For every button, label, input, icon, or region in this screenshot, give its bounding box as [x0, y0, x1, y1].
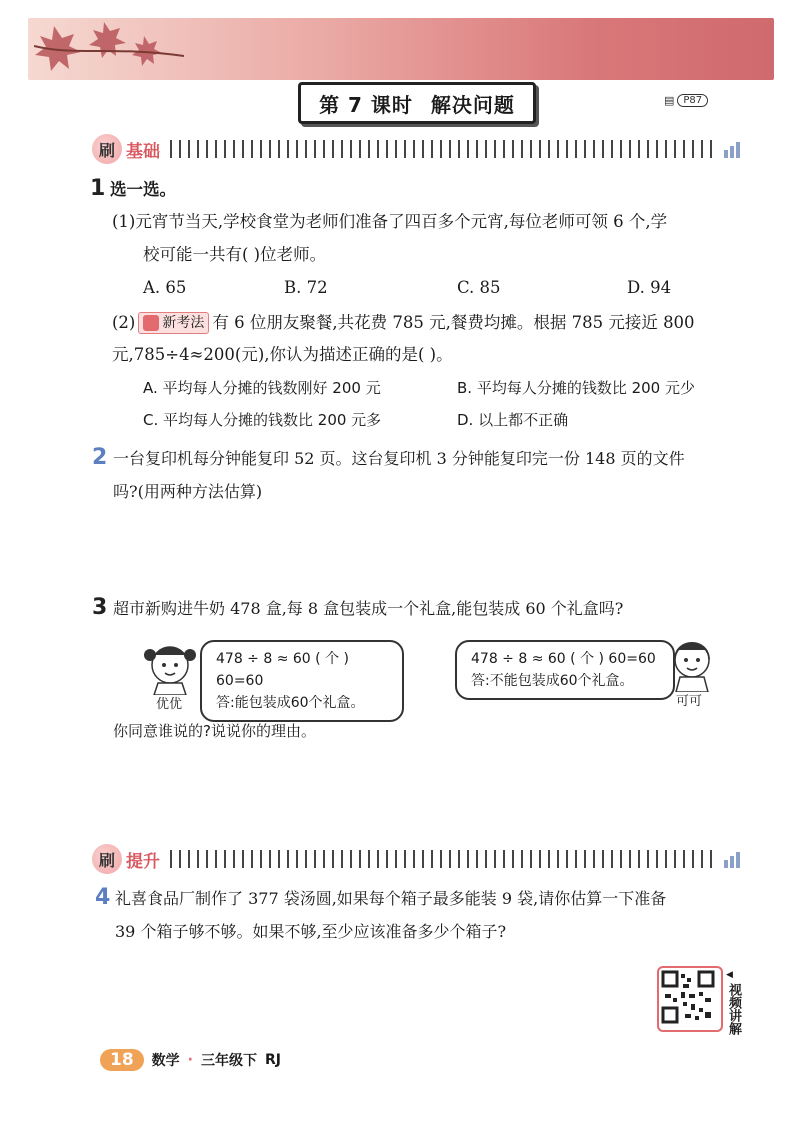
book-icon: ▤	[664, 93, 675, 107]
footer-edition: RJ	[265, 1052, 281, 1068]
keke-name: 可可	[676, 694, 703, 709]
section-advance-label: 提升	[126, 851, 160, 872]
question-3-prompt: 你同意谁说的?说说你的理由。	[113, 722, 316, 740]
youyou-calc: 478 ÷ 8 ≈ 60 ( 个 ) 60=60	[216, 651, 349, 689]
q1-part2-prefix: (2)	[112, 313, 136, 332]
question-2-line2: 吗?(用两种方法估算)	[113, 482, 263, 501]
video-explain-text: 视频讲解	[726, 983, 741, 1035]
q1-part2-line1	[112, 312, 695, 334]
lesson-name: 解决问题	[430, 92, 515, 117]
question-1-stem: 选一选。	[110, 180, 176, 199]
lesson-title	[298, 82, 536, 124]
q1-part2-option-d: D. 以上都不正确	[457, 411, 569, 429]
q1-part1-line1: (1)元宵节当天,学校食堂为老师们准备了四百多个元宵,每位老师可领 6 个,学	[112, 212, 668, 231]
bars-icon	[724, 850, 740, 868]
question-3-stem: 超市新购进牛奶 478 盒,每 8 盒包装成一个礼盒,能包装成 60 个礼盒吗?	[113, 599, 624, 618]
page-footer	[100, 1045, 300, 1075]
q1-part2-option-a: A. 平均每人分摊的钱数刚好 200 元	[143, 379, 381, 397]
question-4-number: 4	[95, 885, 111, 910]
page-number: 18	[100, 1049, 144, 1071]
section-advance-header	[92, 842, 740, 876]
page-reference	[664, 92, 708, 108]
question-2-number: 2	[92, 445, 108, 470]
ruler-decoration	[170, 140, 718, 158]
play-triangle-icon: ◀	[726, 970, 733, 980]
footer-subject: 数学	[151, 1053, 180, 1069]
q1-part1-option-d: D. 94	[627, 278, 672, 297]
youyou-speech-bubble	[200, 640, 404, 722]
girl-keke-icon	[664, 630, 720, 692]
bars-icon	[724, 140, 740, 158]
girl-youyou-icon	[140, 633, 200, 695]
video-explain-label	[726, 966, 744, 1035]
q1-part2-line1-text: 有 6 位朋友聚餐,共花费 785 元,餐费均摊。根据 785 元接近 800	[212, 313, 695, 332]
keke-answer: 答:不能包装成60个礼盒。	[471, 673, 634, 689]
footer-dot: ·	[187, 1052, 193, 1068]
youyou-answer: 答:能包装成60个礼盒。	[216, 695, 365, 711]
hand-icon	[143, 315, 159, 331]
page-ref-tag: P87	[677, 94, 708, 107]
keke-speech-bubble	[455, 640, 675, 700]
question-3-number: 3	[92, 595, 108, 620]
video-qr-code[interactable]	[657, 966, 723, 1032]
youyou-name: 优优	[156, 697, 183, 712]
question-2-line1: 一台复印机每分钟能复印 52 页。这台复印机 3 分钟能复印完一份 148 页的文件	[113, 449, 685, 468]
new-method-tag-label: 新考法	[162, 315, 205, 331]
question-1-number: 1	[90, 176, 106, 201]
q1-part2-option-c: C. 平均每人分摊的钱数比 200 元多	[143, 411, 382, 429]
section-badge: 刷	[92, 844, 122, 874]
q1-part1-line2: 校可能一共有( )位老师。	[143, 245, 327, 264]
footer-grade: 三年级下	[201, 1053, 257, 1069]
section-basic-label: 基础	[126, 141, 160, 162]
q1-part1-option-c: C. 85	[457, 278, 501, 297]
qr-code-icon	[659, 968, 717, 1026]
q1-part1-option-a: A. 65	[143, 278, 187, 297]
q1-part2-line2: 元,785÷4≈200(元),你认为描述正确的是( )。	[112, 345, 453, 364]
maple-leaf-decoration-icon	[34, 16, 204, 86]
lesson-number: 第 7 课时	[319, 92, 413, 117]
q1-part2-option-b: B. 平均每人分摊的钱数比 200 元少	[457, 379, 695, 397]
section-badge: 刷	[92, 134, 122, 164]
question-4-line1: 礼喜食品厂制作了 377 袋汤圆,如果每个箱子最多能装 9 袋,请你估算一下准备	[115, 889, 667, 908]
new-method-tag	[138, 312, 209, 334]
q1-part1-option-b: B. 72	[284, 278, 328, 297]
keke-calc: 478 ÷ 8 ≈ 60 ( 个 ) 60=60	[471, 651, 656, 667]
section-basic-header	[92, 132, 740, 166]
ruler-decoration	[170, 850, 718, 868]
question-4-line2: 39 个箱子够不够。如果不够,至少应该准备多少个箱子?	[115, 922, 507, 941]
